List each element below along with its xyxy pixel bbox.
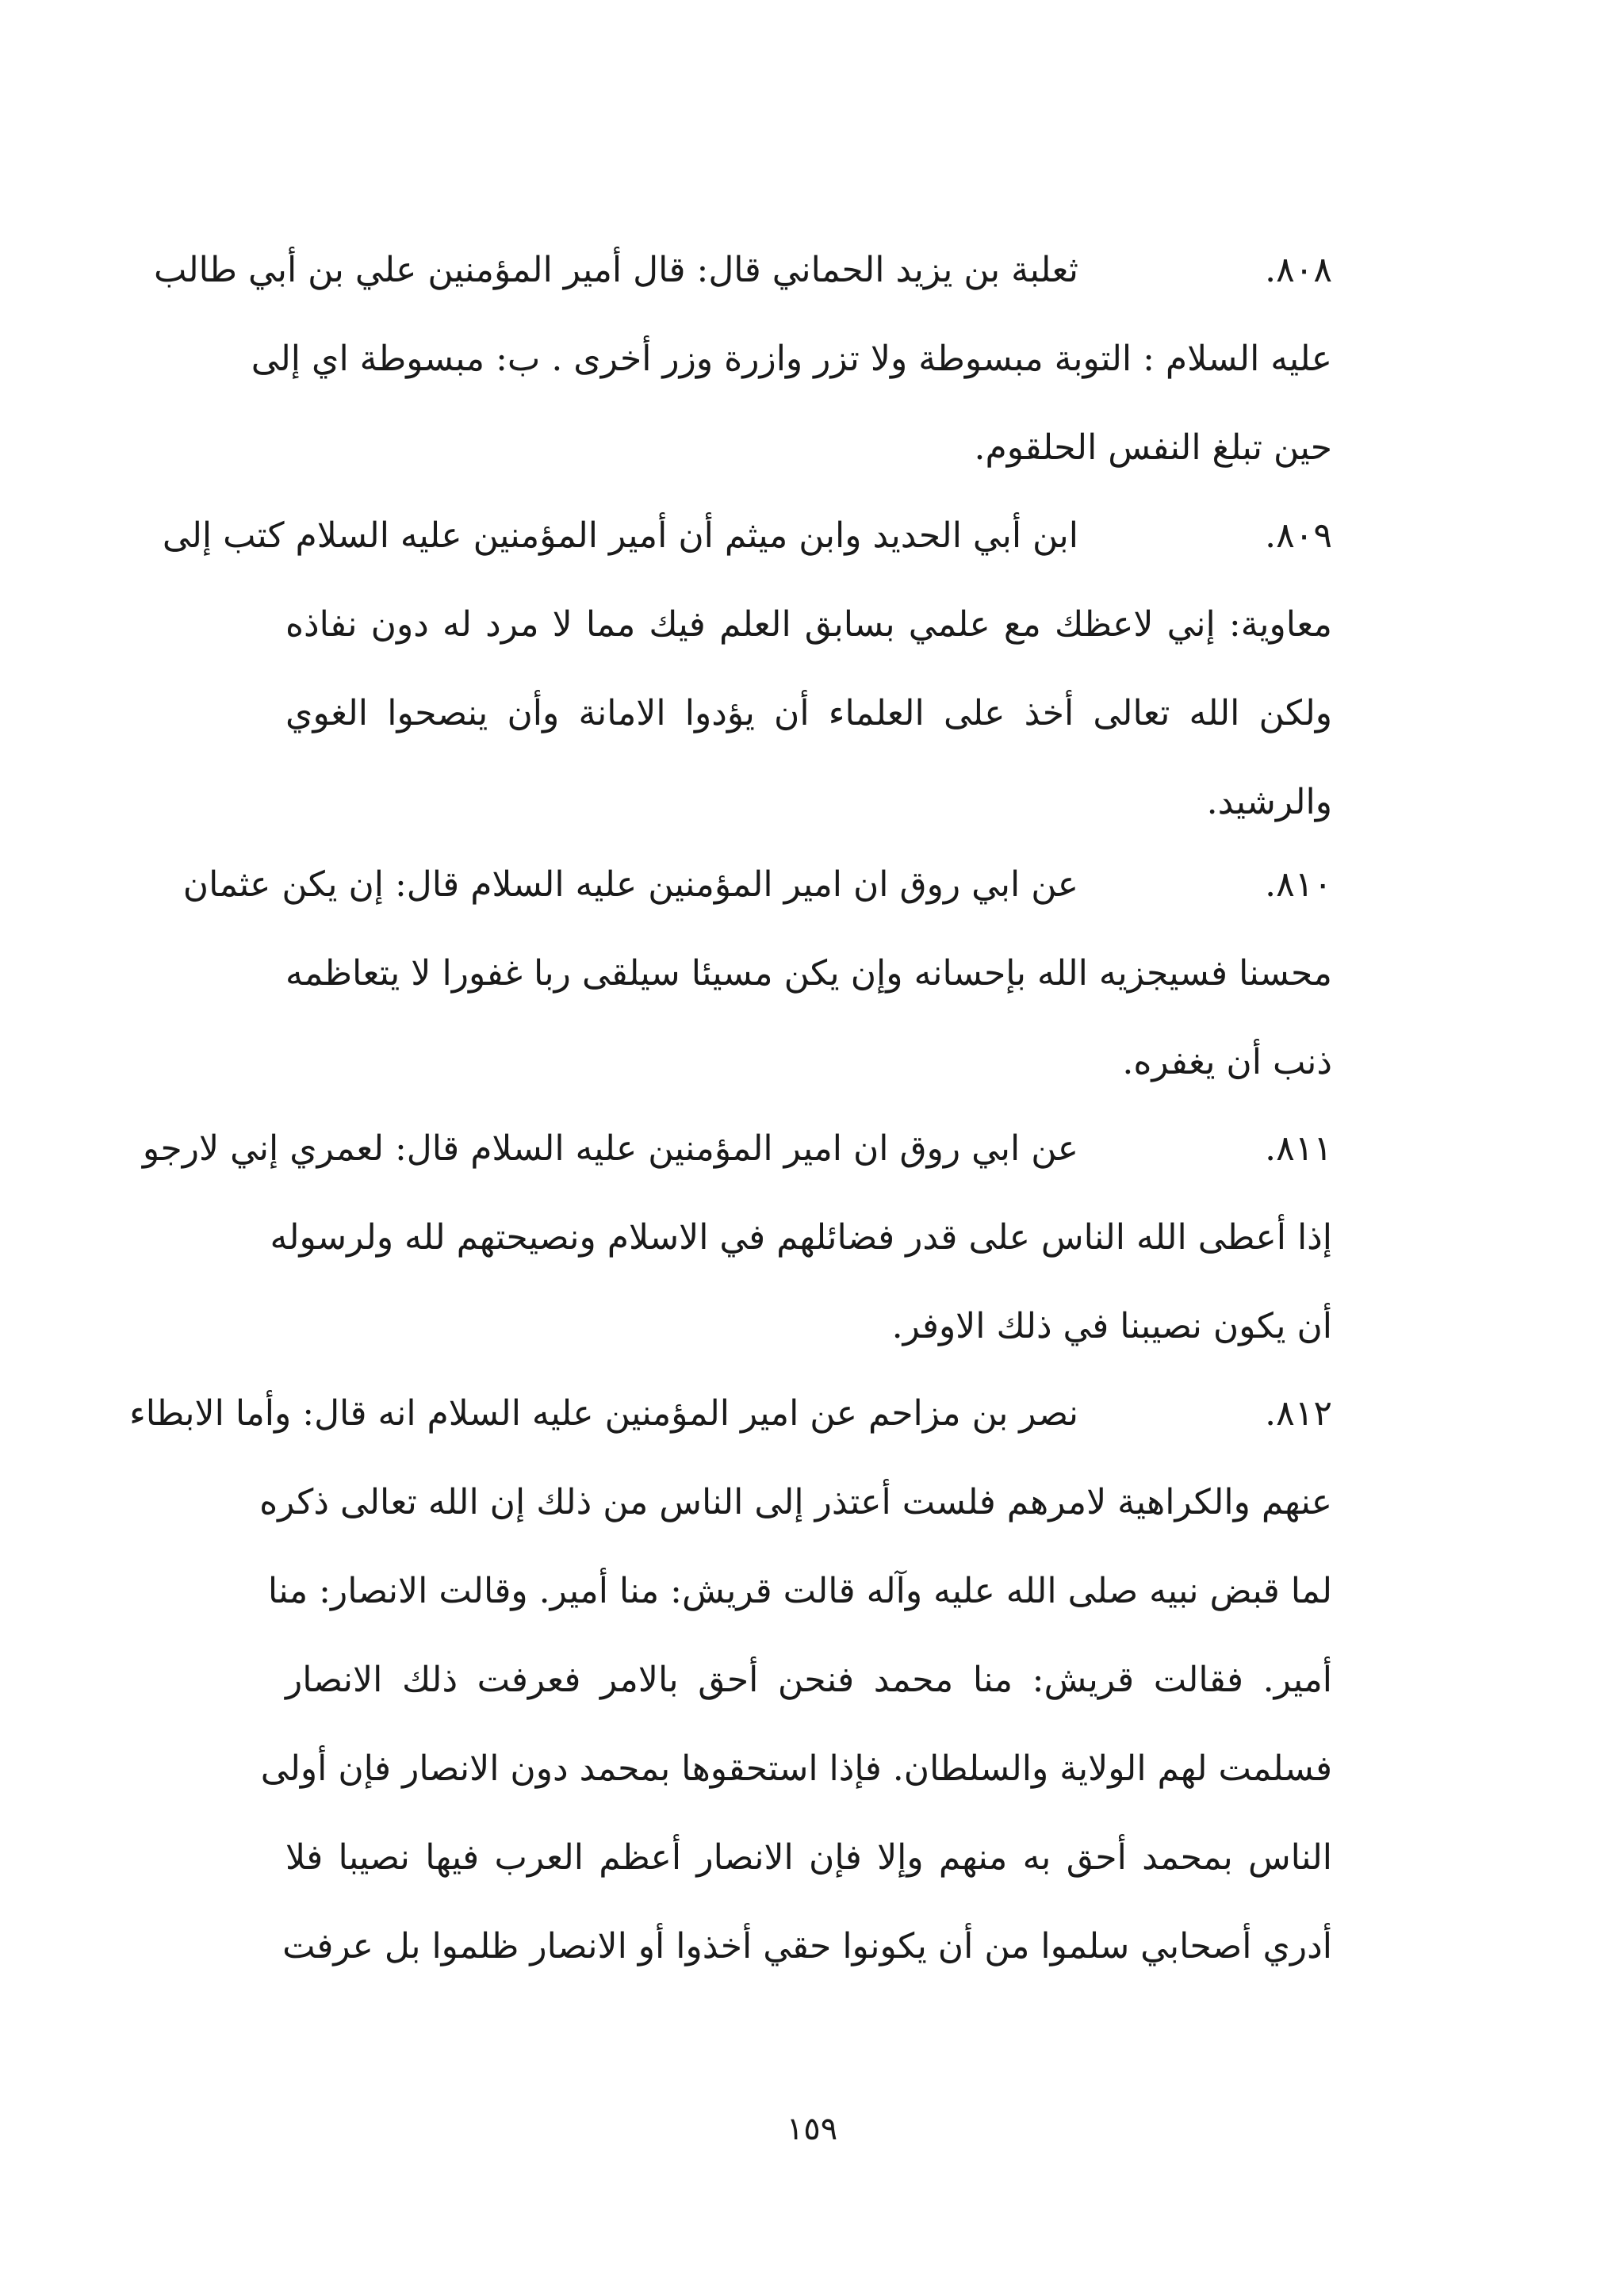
entry-line: فسلمت لهم الولاية والسلطان. فإذا استحقوها بمحمد دون الانصار فإن أولى xyxy=(260,1748,1332,1789)
entry-number: ٨٠٩. xyxy=(1265,515,1332,556)
entry-line: ولكن الله تعالى أخذ على العلماء أن يؤدوا الامانة وأن ينصحوا الغوي xyxy=(285,693,1332,733)
entry-line: عليه السلام : التوبة مبسوطة ولا تزر وازرة وزر أخرى . ب: مبسوطة اي إلى xyxy=(251,339,1332,379)
entry-808 xyxy=(154,226,1332,492)
entry-812 xyxy=(129,1369,1332,1991)
entry-line: أمير. فقالت قريش: منا محمد فنحن أحق بالامر فعرفت ذلك الانصار xyxy=(285,1660,1332,1700)
entry-number: ٨١١. xyxy=(1265,1128,1332,1169)
entry-line: نصر بن مزاحم عن امير المؤمنين عليه السلام انه قال: وأما الابطاء xyxy=(129,1393,1078,1434)
entry-line: أدري أصحابي سلموا من أن يكونوا حقي أخذوا أو الانصار ظلموا بل عرفت xyxy=(282,1926,1332,1967)
entry-811 xyxy=(142,1105,1332,1371)
entry-line: إذا أعطى الله الناس على قدر فضائلهم في الاسلام ونصيحتهم لله ولرسوله xyxy=(270,1217,1332,1258)
entry-line: أن يكون نصيبنا في ذلك الاوفر. xyxy=(891,1306,1332,1346)
entry-line: عن ابي روق ان امير المؤمنين عليه السلام قال: إن يكن عثمان xyxy=(182,864,1078,905)
entry-line: الناس بمحمد أحق به منهم وإلا فإن الانصار أعظم العرب فيها نصيبا فلا xyxy=(285,1837,1332,1878)
entry-line: حين تبلغ النفس الحلقوم. xyxy=(974,427,1332,468)
entry-809 xyxy=(162,492,1332,847)
entry-line: محسنا فسيجزيه الله بإحسانه وإن يكن مسيئا سيلقى ربا غفورا لا يتعاظمه xyxy=(285,953,1332,994)
entry-line: عنهم والكراهية لامرهم فلست أعتذر إلى الناس من ذلك إن الله تعالى ذكره xyxy=(259,1482,1332,1522)
entry-line: عن ابي روق ان امير المؤمنين عليه السلام قال: لعمري إني لارجو xyxy=(142,1128,1078,1169)
entry-line: لما قبض نبيه صلى الله عليه وآله قالت قريش: منا أمير. وقالت الانصار: منا xyxy=(267,1571,1332,1611)
entry-line: ابن أبي الحديد وابن ميثم أن أمير المؤمنين عليه السلام كتب إلى xyxy=(162,515,1078,556)
entry-line: ثعلبة بن يزيد الحماني قال: قال أمير المؤمنين علي بن أبي طالب xyxy=(154,250,1078,290)
entry-810 xyxy=(182,841,1332,1107)
entry-number: ٨١٠. xyxy=(1265,864,1332,905)
page-number: ١٥٩ xyxy=(786,2111,838,2147)
entry-number: ٨٠٨. xyxy=(1265,250,1332,290)
entry-line: ذنب أن يغفره. xyxy=(1122,1042,1332,1082)
entry-number: ٨١٢. xyxy=(1265,1393,1332,1434)
entry-line: والرشيد. xyxy=(1206,782,1332,822)
entry-line: معاوية: إني لاعظك مع علمي بسابق العلم فيك مما لا مرد له دون نفاذه xyxy=(285,604,1332,645)
